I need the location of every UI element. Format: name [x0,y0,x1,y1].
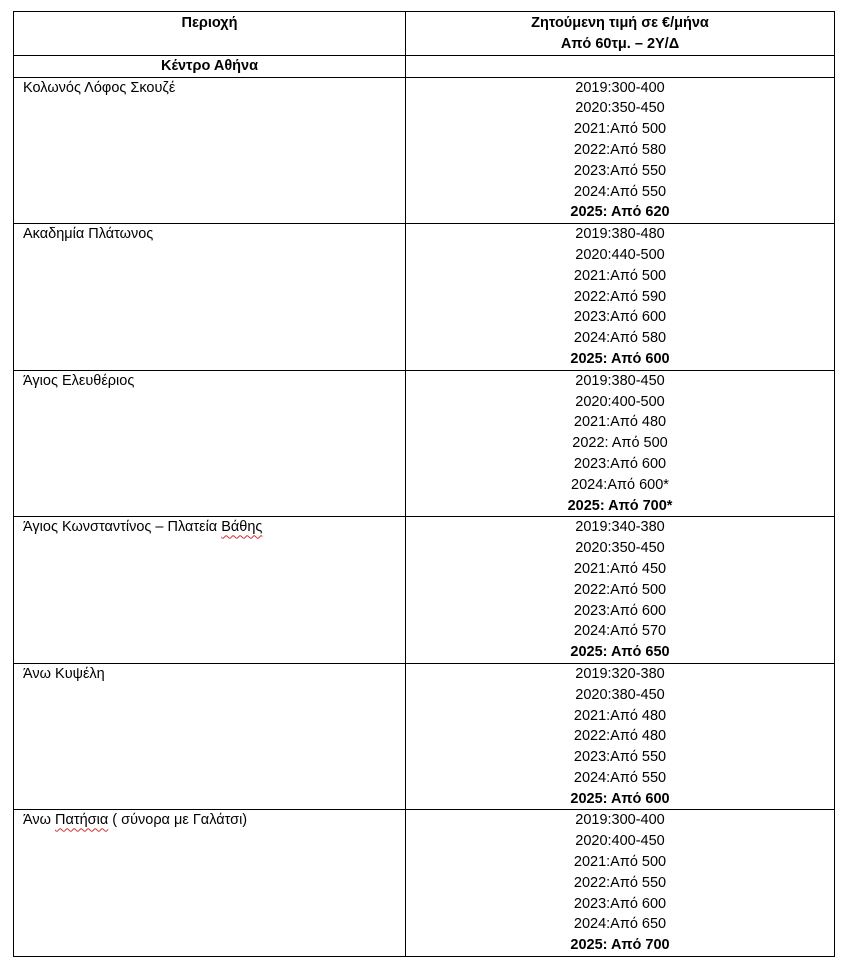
price-line: 2023:Από 600 [573,309,667,326]
price-line: 2023:Από 600 [573,895,667,912]
price-line: 2019:380-450 [575,372,665,389]
area-cell [14,663,406,810]
price-line: 2020:350-450 [575,100,665,117]
price-line: 2024:Από 550 [573,769,667,786]
price-line: 2019:380-480 [575,226,665,243]
price-line: 2019:320-380 [575,665,665,682]
price-line: 2020:400-500 [575,393,665,410]
area-name [23,519,262,535]
price-line: 2022:Από 550 [573,874,667,891]
area-name: Άγιος Ελευθέριος [23,372,135,389]
price-line: 2024:Από 650 [573,916,667,933]
table-row [14,224,835,371]
area-name: Ακαδημία Πλάτωνος [23,226,154,243]
area-name-prefix: Άνω [23,812,56,829]
price-line: 2021:Από 450 [573,560,667,577]
price-line: 2021:Από 480 [573,414,667,431]
price-line: 2021:Από 500 [573,121,667,138]
price-line: 2020:350-450 [575,540,665,557]
price-2025-line: 2025: Από 620 [570,204,670,221]
price-line: 2022:Από 580 [573,141,667,158]
table-row [14,77,835,224]
price-line: 2023:Από 550 [573,749,667,766]
price-cell [406,517,835,664]
area-name-suffix: ( σύνορα με Γαλάτσι) [108,812,248,829]
price-line: 2019:300-400 [575,79,665,96]
area-cell [14,810,406,957]
spellcheck-marked-word: Βάθης [221,519,263,536]
table-row [14,370,835,517]
price-cell [406,77,835,224]
price-2025-line: 2025: Από 700 [570,937,670,954]
spellcheck-marked-word: Πατήσια [55,812,109,829]
price-cell [406,810,835,957]
price-line: 2019:300-400 [575,812,665,829]
price-2025-line: 2025: Από 600 [570,790,670,807]
price-line: 2024:Από 550 [573,183,667,200]
area-name-prefix: Άγιος Κωνσταντίνος – Πλατεία [23,519,222,536]
area-cell [14,77,406,224]
area-cell [14,370,406,517]
price-cell [406,370,835,517]
price-line: 2019:340-380 [575,519,665,536]
price-cell [406,663,835,810]
rent-prices-table [13,11,835,957]
price-line: 2024:Από 570 [573,623,667,640]
area-name: Κολωνός Λόφος Σκουζέ [23,79,176,96]
price-line: 2023:Από 550 [573,162,667,179]
header-row [14,12,835,56]
table-row [14,517,835,664]
price-line: 2020:400-450 [575,833,665,850]
price-2025-line: 2025: Από 600 [570,350,670,367]
price-line: 2021:Από 500 [573,854,667,871]
price-line: 2022:Από 480 [573,728,667,745]
section-title: Κέντρο Αθήνα [160,57,258,74]
section-row [14,55,835,77]
price-line: 2024:Από 600* [571,476,669,493]
section-empty-cell [406,55,835,77]
section-title-cell [14,55,406,77]
price-line: 2021:Από 480 [573,707,667,724]
area-name: Άνω Κυψέλη [23,665,105,682]
price-header-line2: Από 60τμ. – 2Υ/Δ [560,35,680,52]
area-header-label: Περιοχή [181,15,238,31]
area-cell [14,224,406,371]
price-2025-line: 2025: Από 700* [567,497,673,514]
price-line: 2020:440-500 [575,246,665,263]
price-line: 2023:Από 600 [573,455,667,472]
price-line: 2023:Από 600 [573,602,667,619]
price-line: 2024:Από 580 [573,330,667,347]
price-header-line1: Ζητούμενη τιμή σε €/μήνα [531,15,709,31]
price-line: 2020:380-450 [575,686,665,703]
price-column-header [406,12,835,56]
price-cell [406,224,835,371]
area-column-header [14,12,406,56]
table-row [14,663,835,810]
area-name [23,812,247,828]
price-line: 2022:Από 500 [573,581,667,598]
price-2025-line: 2025: Από 650 [570,644,670,661]
price-line: 2022:Από 590 [573,288,667,305]
table-row [14,810,835,957]
price-line: 2022: Από 500 [572,435,668,452]
area-cell [14,517,406,664]
price-line: 2021:Από 500 [573,267,667,284]
